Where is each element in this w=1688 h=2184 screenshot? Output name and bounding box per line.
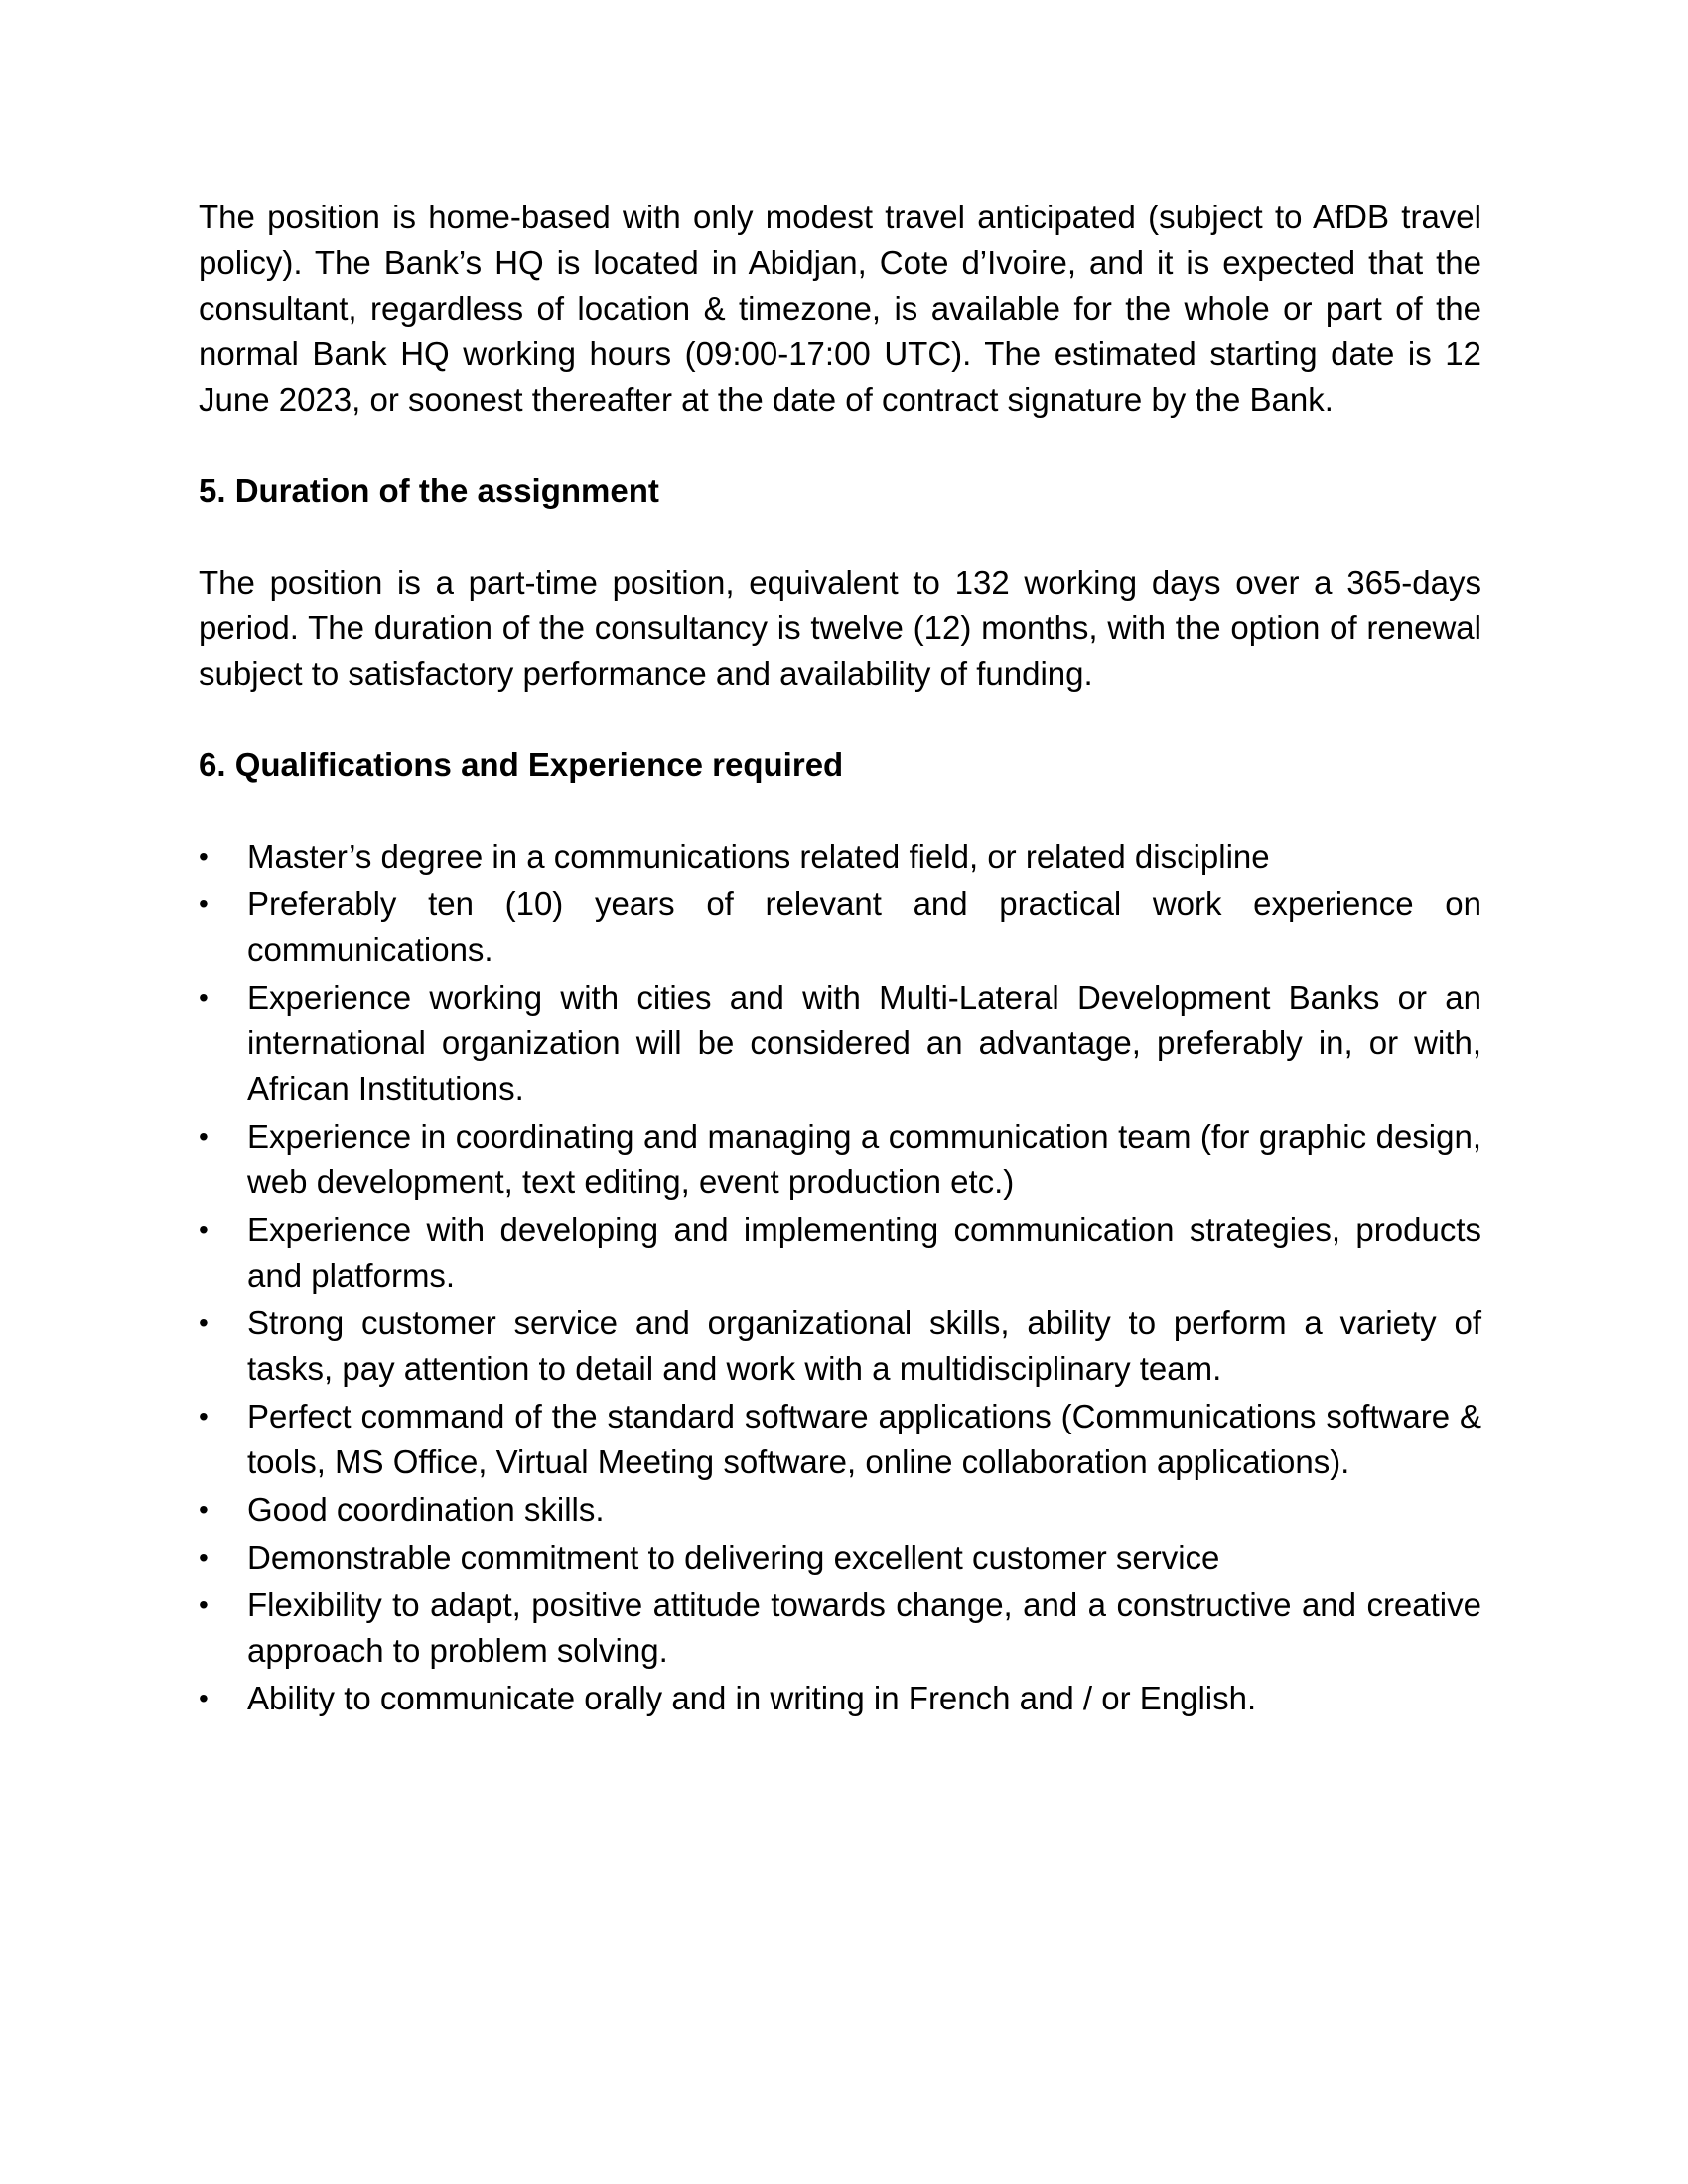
bullet-icon: • bbox=[199, 1683, 209, 1713]
spacer bbox=[199, 788, 1481, 834]
list-item bbox=[199, 1114, 1481, 1205]
list-item bbox=[199, 1207, 1481, 1298]
bullet-icon: • bbox=[199, 1401, 209, 1432]
list-item-text: Master’s degree in a communications related field, or related discipline bbox=[247, 838, 1270, 875]
list-item bbox=[199, 1300, 1481, 1392]
section-5-heading: 5. Duration of the assignment bbox=[199, 473, 659, 509]
spacer bbox=[199, 697, 1481, 743]
intro-paragraph: The position is home-based with only modest travel anticipated (subject to AfDB travel policy). The Bank’s HQ is located in Abidjan, Cote d’Ivoire, and it is expected that the consultant, regardless of location & timezone, is available for the whole or part of the normal Bank HQ working hours (09:00-17:00 UTC). The estimated starting date is 12 June 2023, or soonest thereafter at the date of contract signature by the Bank. bbox=[199, 199, 1481, 418]
list-item bbox=[199, 1676, 1481, 1721]
list-item bbox=[199, 1535, 1481, 1580]
list-item-text: Experience in coordinating and managing a communication team (for graphic design, web development, text editing, event production etc.) bbox=[247, 1118, 1481, 1200]
list-item-text: Perfect command of the standard software applications (Communications software & tools, MS Office, Virtual Meeting software, online collaboration applications). bbox=[247, 1398, 1481, 1480]
bullet-icon: • bbox=[199, 1589, 209, 1620]
list-item-text: Preferably ten (10) years of relevant and practical work experience on communications. bbox=[247, 886, 1481, 968]
list-item-text: Strong customer service and organizational skills, ability to perform a variety of tasks, pay attention to detail and work with a multidisciplinary team. bbox=[247, 1304, 1481, 1387]
bullet-icon: • bbox=[199, 1214, 209, 1245]
list-item-text: Experience working with cities and with Multi-Lateral Development Banks or an international organization will be considered an advantage, preferably in, or with, African Institutions. bbox=[247, 979, 1481, 1107]
section-5-paragraph: The position is a part-time position, equivalent to 132 working days over a 365-days period. The duration of the consultancy is twelve (12) months, with the option of renewal subject to satisfactory performance and availability of funding. bbox=[199, 564, 1481, 692]
list-item-text: Flexibility to adapt, positive attitude towards change, and a constructive and creative approach to problem solving. bbox=[247, 1586, 1481, 1669]
bullet-icon: • bbox=[199, 1121, 209, 1152]
qualifications-list bbox=[199, 834, 1481, 1721]
list-item bbox=[199, 1394, 1481, 1485]
bullet-icon: • bbox=[199, 888, 209, 919]
bullet-icon: • bbox=[199, 1307, 209, 1338]
document-body bbox=[199, 195, 1481, 1723]
list-item bbox=[199, 975, 1481, 1112]
list-item bbox=[199, 1582, 1481, 1674]
list-item-text: Ability to communicate orally and in writing in French and / or English. bbox=[247, 1680, 1257, 1716]
list-item-text: Demonstrable commitment to delivering excellent customer service bbox=[247, 1539, 1220, 1575]
list-item-text: Good coordination skills. bbox=[247, 1491, 605, 1528]
spacer bbox=[199, 514, 1481, 560]
spacer bbox=[199, 423, 1481, 469]
list-item bbox=[199, 882, 1481, 973]
list-item bbox=[199, 834, 1481, 880]
bullet-icon: • bbox=[199, 1542, 209, 1572]
list-item-text: Experience with developing and implementing communication strategies, products and platforms. bbox=[247, 1211, 1481, 1294]
bullet-icon: • bbox=[199, 841, 209, 872]
bullet-icon: • bbox=[199, 982, 209, 1013]
section-6-heading: 6. Qualifications and Experience required bbox=[199, 747, 844, 783]
list-item bbox=[199, 1487, 1481, 1533]
bullet-icon: • bbox=[199, 1494, 209, 1525]
